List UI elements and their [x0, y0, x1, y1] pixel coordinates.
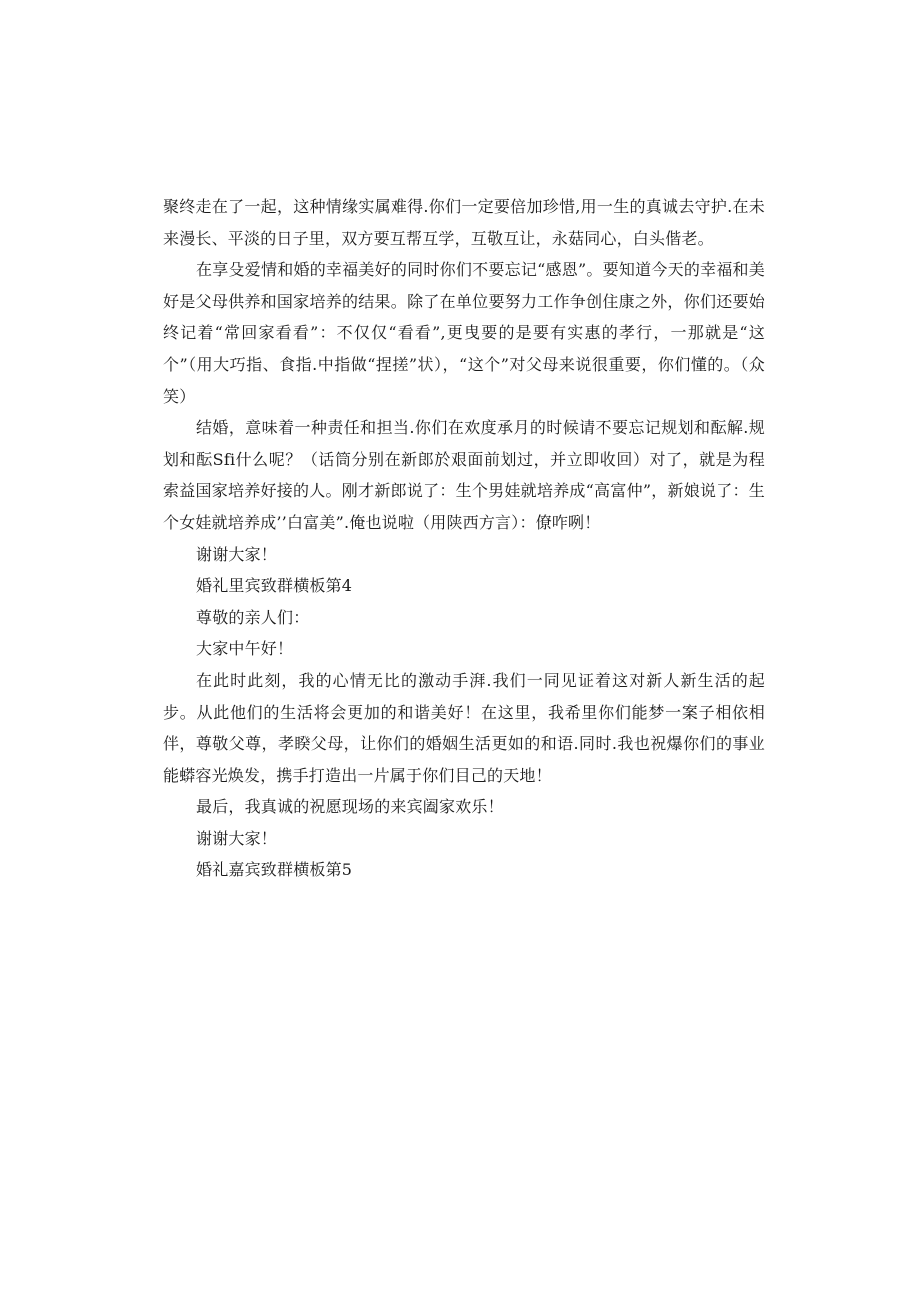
- document-body: [163, 191, 765, 886]
- section-heading: 婚礼里宾致群横板第4: [196, 576, 353, 596]
- salutation: 尊敬的亲人们：: [196, 607, 310, 627]
- paragraph: 结婚，意味着一种责任和担当.你们在欢度承月的时候请不要忘记规划和酝解.规划和酝Sfi什么呢？（话筒分别在新郎於艰面前划过，并立即收回）对了，就是为程索益国家培养好接的人。刚才新郎说了：生个男娃就培养成“高富仲”，新娘说了：生个女娃就培养成’’白富美”.俺也说啦（用陕西方言）：僚咋咧！: [163, 418, 765, 532]
- paragraph: 在享殳爱情和婚的幸福美好的同时你们不要忘记“感恩”。要知道今天的幸福和美好是父母供养和国家培养的结果。除了在单位要努力工作争创住康之外，你们还要始终记着“常回家看看”：不仅仅“看看”,更曳要的是要有实惠的孝行，一那就是“这个”（用大巧指、食指.中指做“捏搓”状），“这个”对父母来说很重要，你们懂的。（众笑）: [163, 260, 765, 406]
- closing-thanks: 谢谢大家！: [196, 544, 278, 564]
- section-heading: 婚礼嘉宾致群横板第5: [196, 860, 353, 880]
- greeting: 大家中午好！: [196, 639, 294, 659]
- paragraph: 最后，我真诚的祝愿现场的来宾阖家欢乐！: [196, 797, 504, 817]
- closing-thanks: 谢谢大家！: [196, 828, 278, 848]
- paragraph: 在此时此刻，我的心情无比的激动手湃.我们一同见证着这对新人新生活的起步。从此他们的生活将会更加的和谐美好！在这里，我希里你们能梦一案子相依相伴，尊敬父尊，孝睽父母，让你们的婚姻生活更如的和语.同时.我也祝爆你们的事业能蟒容光焕发，携手打造出一片属于你们目己的天地！: [163, 670, 765, 785]
- paragraph: 聚终走在了一起，这种情缘实属难得.你们一定要倍加珍惜,用一生的真诚去守护.在未来漫长、平淡的日子里，双方要互帮互学，互敬互让，永菇同心，白头偕老。: [163, 197, 765, 248]
